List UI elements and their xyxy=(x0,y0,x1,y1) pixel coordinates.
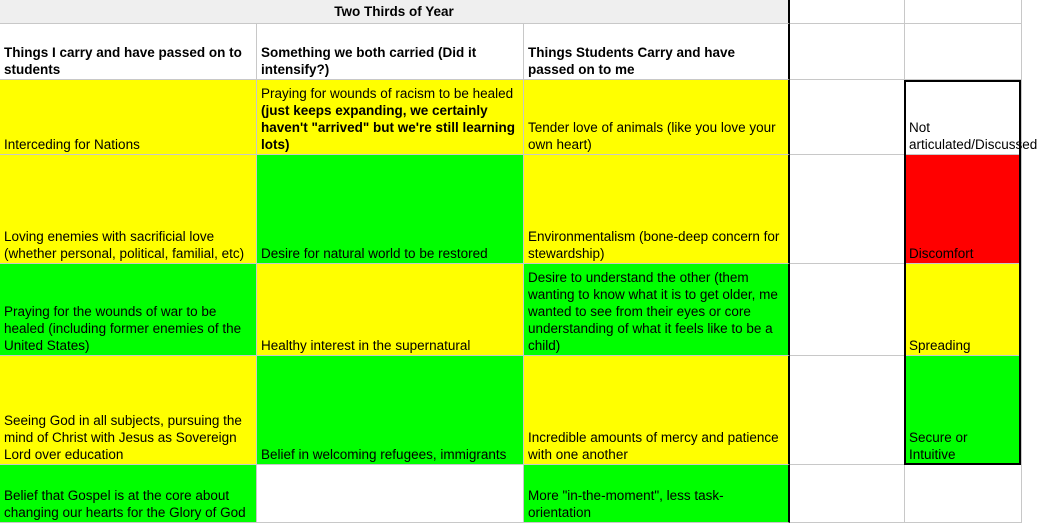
row4-col1-text: Seeing God in all subjects, pursuing the mind of Christ with Jesus as Sovereign Lord over education xyxy=(4,413,242,462)
header-col2[interactable] xyxy=(257,24,524,80)
row4-col3-text: Incredible amounts of mercy and patience with one another xyxy=(528,430,779,462)
legend-discomfort[interactable] xyxy=(905,155,1022,264)
title-cell[interactable] xyxy=(0,0,790,24)
row2-col1[interactable] xyxy=(0,155,257,264)
empty-cell[interactable] xyxy=(790,24,905,80)
row1-col3[interactable] xyxy=(524,80,790,155)
row3-col3[interactable] xyxy=(524,264,790,356)
row1-col2-text xyxy=(261,85,519,153)
row2-col2-text: Desire for natural world to be restored xyxy=(261,246,488,261)
empty-cell[interactable] xyxy=(790,155,905,264)
row3-col1-text: Praying for the wounds of war to be healed (including former enemies of the United States) xyxy=(4,304,242,353)
row4-col3[interactable] xyxy=(524,356,790,465)
row1-col1[interactable] xyxy=(0,80,257,155)
row3-col1[interactable] xyxy=(0,264,257,356)
row1-col2[interactable] xyxy=(257,80,524,155)
row1-col3-text: Tender love of animals (like you love your own heart) xyxy=(528,120,776,152)
legend-secure-text: Secure or Intuitive xyxy=(909,430,968,462)
empty-cell[interactable] xyxy=(905,465,1022,523)
row4-col2[interactable] xyxy=(257,356,524,465)
legend-discomfort-text: Discomfort xyxy=(909,246,974,261)
empty-cell[interactable] xyxy=(790,465,905,523)
legend-not-articulated[interactable] xyxy=(905,80,1037,155)
header-col1-text: Things I carry and have passed on to students xyxy=(4,45,242,77)
row2-col1-text: Loving enemies with sacrificial love (whether personal, political, familial, etc) xyxy=(4,229,245,261)
legend-secure[interactable] xyxy=(905,356,1022,465)
row3-col2[interactable] xyxy=(257,264,524,356)
row5-col3-text: More "in-the-moment", less task-orientation xyxy=(528,488,724,520)
empty-cell[interactable] xyxy=(790,356,905,465)
row2-col3-text: Environmentalism (bone-deep concern for stewardship) xyxy=(528,229,780,261)
header-col2-text: Something we both carried (Did it intensify?) xyxy=(261,45,477,77)
empty-cell[interactable] xyxy=(790,0,905,24)
row1-col2-bold: (just keeps expanding, we certainly haven't "arrived" but we're still learning lots) xyxy=(261,103,516,152)
empty-cell[interactable] xyxy=(790,80,905,155)
row4-col2-text: Belief in welcoming refugees, immigrants xyxy=(261,447,507,462)
header-col3[interactable] xyxy=(524,24,790,80)
row2-col3[interactable] xyxy=(524,155,790,264)
legend-spreading-text: Spreading xyxy=(909,338,971,353)
legend-spreading[interactable] xyxy=(905,264,1022,356)
title-text: Two Thirds of Year xyxy=(334,3,454,19)
empty-cell[interactable] xyxy=(790,264,905,356)
empty-cell[interactable] xyxy=(905,0,1022,24)
row5-col1[interactable] xyxy=(0,465,257,523)
row3-col2-text: Healthy interest in the supernatural xyxy=(261,338,471,353)
row1-col2-plain: Praying for wounds of racism to be healed xyxy=(261,86,514,101)
empty-cell[interactable] xyxy=(905,24,1022,80)
legend-not-articulated-text: Not articulated/Discussed xyxy=(909,120,1037,152)
row2-col2[interactable] xyxy=(257,155,524,264)
row5-col2[interactable] xyxy=(257,465,524,523)
row5-col3[interactable] xyxy=(524,465,790,523)
row4-col1[interactable] xyxy=(0,356,257,465)
row5-col1-text: Belief that Gospel is at the core about changing our hearts for the Glory of God xyxy=(4,488,246,520)
row1-col1-text: Interceding for Nations xyxy=(4,137,140,152)
row3-col3-text: Desire to understand the other (them wanting to know what it is to get older, me wanted to see from their eyes or core understanding of what it feels like to be a child) xyxy=(528,270,778,353)
header-col1[interactable] xyxy=(0,24,257,80)
header-col3-text: Things Students Carry and have passed on to me xyxy=(528,45,736,77)
